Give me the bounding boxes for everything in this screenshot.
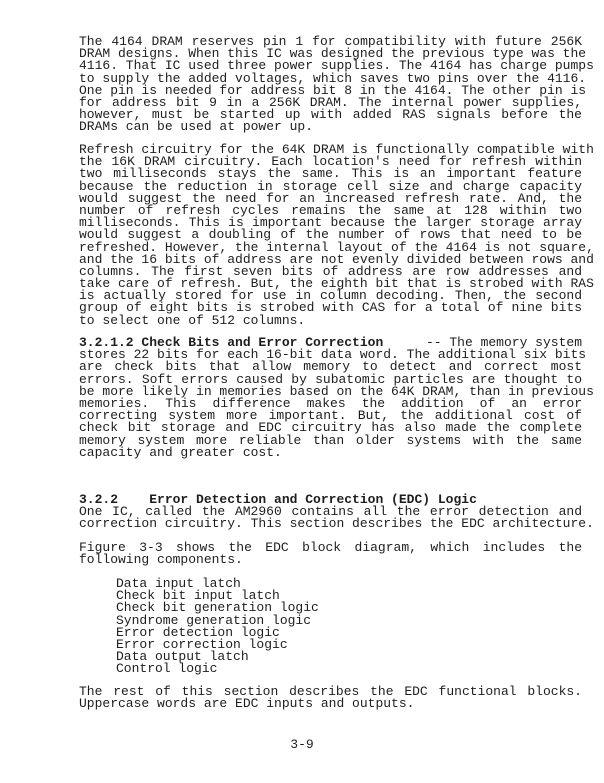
list-item: Data output latch [116, 649, 249, 665]
text-line: One pin is needed for address bit 8 in the 4164. The other pin is [79, 82, 587, 98]
text-line: number of refresh cycles remains the same at 128 within two [79, 202, 582, 218]
paragraph-4164-pins [79, 34, 594, 135]
list-item: Check bit generation logic [116, 600, 319, 616]
text-line: would suggest a doubling of the number of rows that need to be [79, 227, 582, 243]
component-list [116, 578, 516, 676]
text-line: refreshed. However, the internal layout of the 4164 is not square, [79, 239, 594, 255]
text-line: The 4164 DRAM reserves pin 1 for compatibility with future 256K [79, 34, 582, 49]
text-line: memory system more reliable than older systems with the same [79, 432, 582, 448]
text-line: the 16K DRAM circuitry. Each location's need for refresh within [79, 154, 582, 170]
text-line: memories. This difference makes the addition of an error [79, 395, 582, 411]
text-line: milliseconds. This is important because the larger storage array [79, 215, 582, 231]
text-line: take care of refresh. But, the eighth bit that is strobed with RAS [79, 276, 594, 292]
text-line: because the reduction in storage cell size and charge capacity [79, 178, 582, 194]
text-line: Figure 3-3 shows the EDC block diagram, which includes the [79, 540, 582, 555]
text-line: columns. The first seven bits of address are row addresses and [79, 263, 582, 279]
text-line: for address bit 9 in a 256K DRAM. The internal power supplies, [79, 94, 582, 110]
text-fragment: -- The memory system [425, 335, 582, 350]
text-line: errors. Soft errors caused by subatomic particles are thought to [79, 371, 582, 387]
paragraph-refresh [79, 142, 594, 328]
text-line: Uppercase words are EDC inputs and outputs. [79, 696, 415, 712]
text-line: stores 22 bits for each 16-bit data word. The additional six bits [79, 347, 587, 363]
text-line: correction circuitry. This section describes the EDC architecture. [79, 516, 594, 532]
text-line: group of eight bits is strobed with CAS for a total of nine bits [79, 300, 582, 316]
text-line: to select one of 512 columns. [79, 312, 306, 328]
section-edc-logic [79, 492, 594, 532]
text-line: capacity and greater cost. [79, 444, 282, 460]
list-item: Syndrome generation logic [116, 612, 312, 628]
text-line: to supply the added voltages, which saves two pins over the 4116. [79, 70, 587, 86]
text-line: however, must be started up with added RAS signals before the [79, 107, 582, 123]
text-line: be more likely in memories based on the 64K DRAM, than in previous [79, 383, 594, 399]
text-line: two milliseconds stays the same. This is an important feature [79, 166, 582, 182]
text-line: would suggest the need for an increased refresh rate. And, the [79, 190, 582, 206]
paragraph-closing [79, 686, 582, 710]
text-line: are check bits that allow memory to detect and correct most [79, 359, 582, 375]
text-line: DRAM designs. When this IC was designed the previous type was the [79, 46, 587, 62]
section-check-bits [79, 335, 594, 460]
text-line: The rest of this section describes the EDC functional blocks. [79, 684, 582, 699]
list-item: Check bit input latch [116, 588, 280, 604]
list-item: Control logic [116, 661, 218, 677]
section-heading: 3.2.1.2 Check Bits and Error Correction [79, 335, 384, 350]
text-line: Refresh circuitry for the 64K DRAM is functionally compatible with [79, 142, 594, 157]
page-number: 3-9 [290, 737, 314, 752]
list-item: Error detection logic [116, 624, 280, 640]
text-line: and the 16 bits of address are not evenly divided between rows and [79, 251, 594, 267]
paragraph-figure-ref [79, 542, 582, 566]
section-heading-text: 3.2.2 Error Detection and Correction (EDC) Logic [79, 492, 477, 507]
list-item: Data input latch [116, 576, 241, 591]
text-line: check bit storage and EDC circuitry has also made the complete [79, 420, 582, 436]
text-line: following components. [79, 552, 243, 568]
list-item: Error correction logic [116, 636, 288, 652]
text-line: One IC, called the AM2960 contains all the error detection and [79, 504, 582, 520]
text-line: 4116. That IC used three power supplies. The 4164 has charge pumps [79, 58, 594, 74]
text-line: correcting system more important. But, the additional cost of [79, 408, 582, 424]
text-line: is actually stored for use in column decoding. Then, the second [79, 288, 582, 304]
text-line: DRAMs can be used at power up. [79, 119, 314, 135]
